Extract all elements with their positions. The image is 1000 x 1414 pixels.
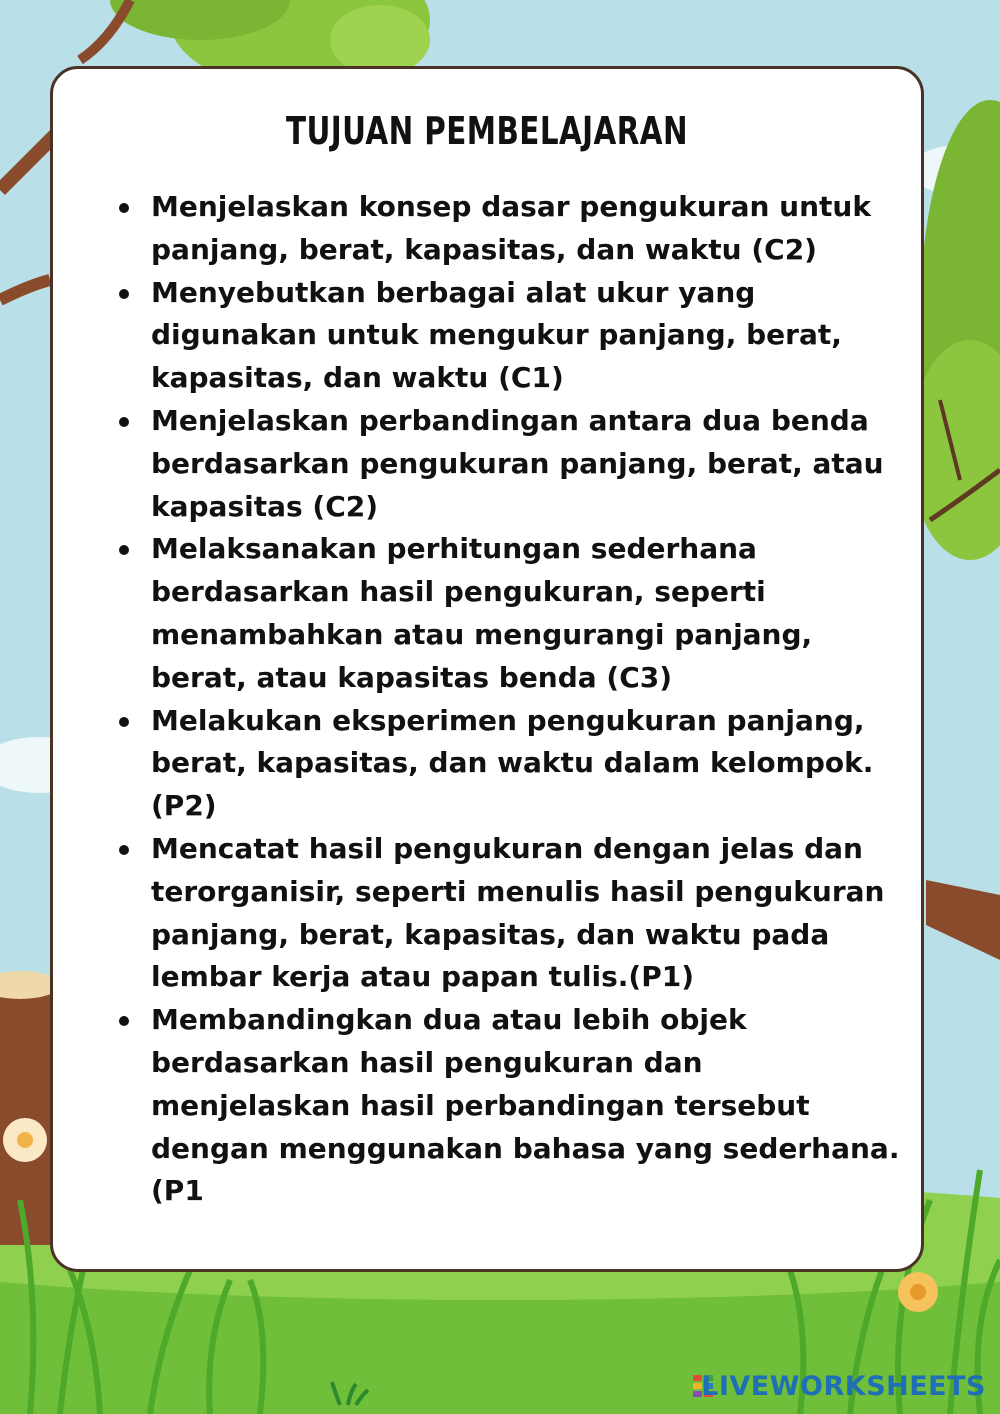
bullet-icon	[119, 203, 129, 213]
page-title: TUJUAN PEMBELAJARAN	[285, 109, 689, 153]
objective-item	[113, 186, 903, 272]
objective-text: Membandingkan dua atau lebih objek berdasarkan hasil pengukuran dan menjelaskan hasil perbandingan tersebut dengan menggunakan bahasa yang sederhana. (P1	[151, 1003, 900, 1208]
objective-text: Menjelaskan konsep dasar pengukuran untuk panjang, berat, kapasitas, dan waktu (C2)	[151, 190, 871, 266]
objective-item	[113, 999, 903, 1213]
objective-text: Menjelaskan perbandingan antara dua benda berdasarkan pengukuran panjang, berat, atau kapasitas (C2)	[151, 403, 884, 523]
objective-item	[113, 272, 903, 400]
objective-text: Mencatat hasil pengukuran dengan jelas dan terorganisir, seperti menulis hasil pengukuran panjang, berat, kapasitas, dan waktu pada lembar kerja atau papan tulis.(P1)	[151, 831, 885, 994]
objective-item	[113, 700, 903, 828]
objective-text: Melakukan eksperimen pengukuran panjang, berat, kapasitas, dan waktu dalam kelompok. (P2)	[151, 703, 874, 823]
learning-objectives-card	[50, 66, 924, 1272]
bullet-icon	[119, 845, 129, 855]
objective-text: Melaksanakan perhitungan sederhana berdasarkan hasil pengukuran, seperti menambahkan atau mengurangi panjang, berat, atau kapasitas benda (C3)	[151, 532, 813, 694]
objective-item	[113, 828, 903, 999]
bullet-icon	[119, 717, 129, 727]
branch-right	[926, 880, 1000, 960]
bullet-icon	[119, 545, 129, 555]
bullet-icon	[119, 289, 129, 299]
flower-left	[3, 1118, 47, 1162]
objective-item	[113, 400, 903, 528]
bullet-icon	[119, 417, 129, 427]
objective-item	[113, 528, 903, 699]
liveworksheets-brand[interactable]: LIVEWORKSHEETS	[701, 1371, 986, 1402]
bullet-icon	[119, 1016, 129, 1026]
objectives-list	[113, 186, 903, 1213]
objective-text: Menyebutkan berbagai alat ukur yang digunakan untuk mengukur panjang, berat, kapasitas, dan waktu (C1)	[151, 275, 842, 395]
flower-right	[898, 1272, 938, 1312]
